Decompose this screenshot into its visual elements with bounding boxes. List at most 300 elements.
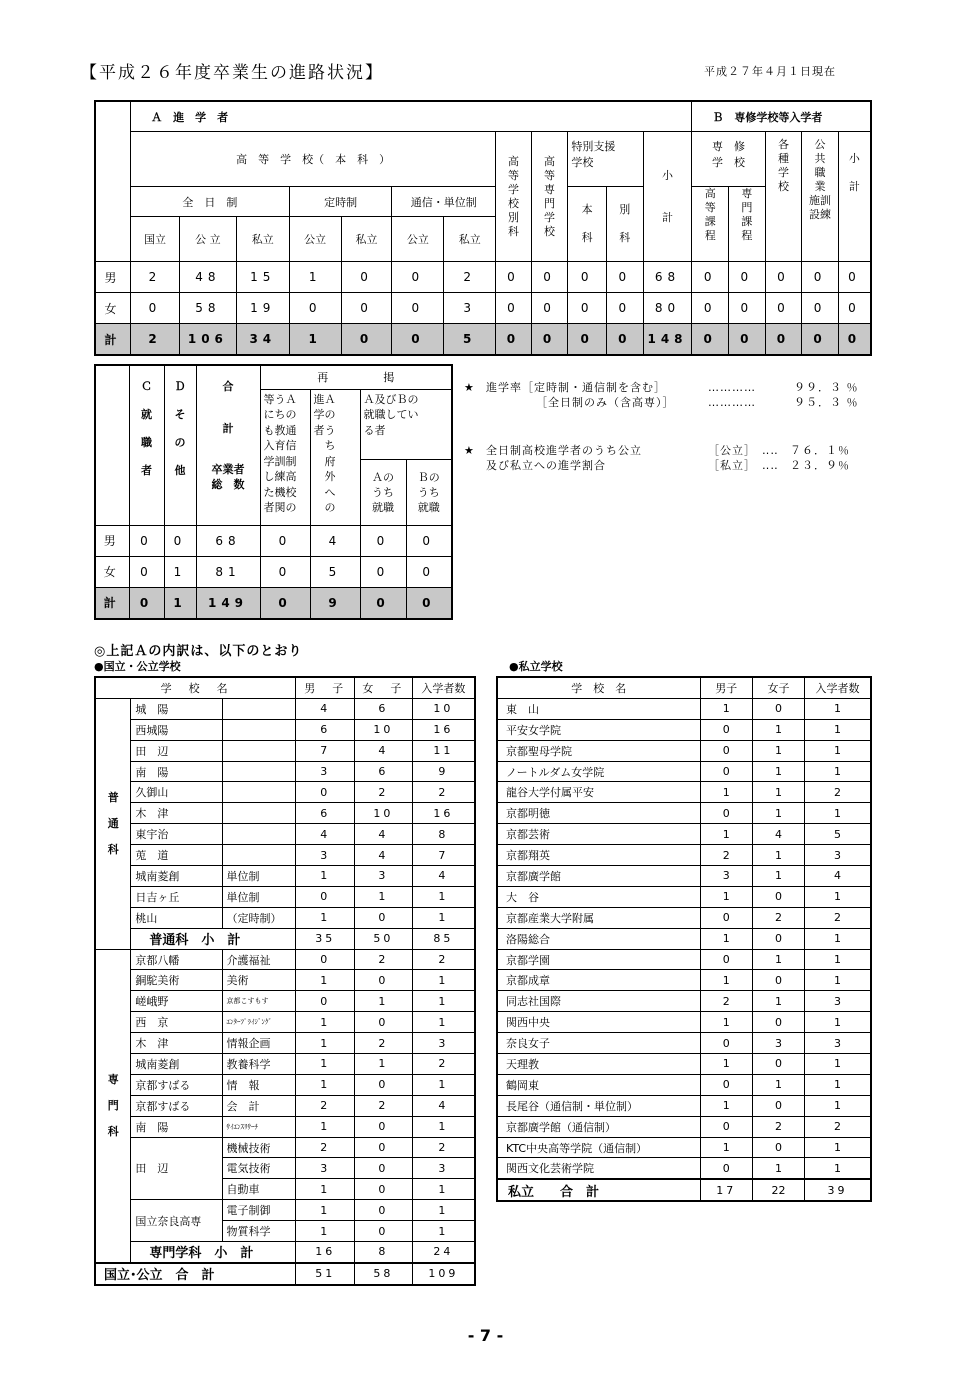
female-count: 0 — [355, 1074, 413, 1095]
female-count: 1 — [355, 991, 413, 1012]
group-b-header: Ｂ 専修学校等入学者 — [692, 101, 871, 132]
table-row — [95, 803, 475, 824]
female-count: 1 — [752, 719, 804, 740]
total-count: 4 — [412, 866, 475, 887]
row-label: 計 — [95, 324, 131, 356]
school-name: 東 山 — [497, 698, 700, 719]
cell: 81 — [196, 556, 260, 587]
cell: 0 — [692, 324, 729, 356]
table-row — [497, 1074, 871, 1095]
cell: 5 — [310, 556, 360, 587]
rate-label-2: ［全日制のみ（含高専）］ — [536, 396, 675, 409]
total-count: 1 — [805, 1137, 871, 1158]
department: 情 報 — [222, 1074, 296, 1095]
department: 自動車 — [222, 1179, 296, 1200]
table-row — [497, 845, 871, 866]
female-count: 0 — [752, 1012, 804, 1033]
department: （定時制） — [222, 907, 296, 928]
school-name: 木 津 — [131, 803, 222, 824]
total-header-top: 合 計 — [222, 380, 234, 435]
total-count: 16 — [412, 719, 475, 740]
graduates-total-label: 卒業者 総 数 — [211, 463, 245, 491]
cell: 0 — [341, 262, 392, 293]
total-count: 5 — [805, 824, 871, 845]
row-label: 男 — [95, 525, 129, 556]
star-icon: ★ — [464, 381, 475, 394]
total-count: 11 — [412, 740, 475, 761]
school-name: 龍谷大学付属平安 — [497, 782, 700, 803]
school-name: 鶴岡東 — [497, 1074, 700, 1095]
col-header: 公立 — [289, 217, 341, 262]
department — [222, 740, 296, 761]
cell: 0 — [360, 556, 406, 587]
cell: 0 — [838, 262, 871, 293]
cell: 0 — [692, 262, 729, 293]
table-row — [497, 740, 871, 761]
table-public-schools — [94, 676, 476, 1286]
department: 機械技術 — [222, 1137, 296, 1158]
table-header-row — [95, 677, 475, 698]
koto-katei-header: 高 等 課 程 — [692, 187, 729, 262]
school-name: 大 谷 — [497, 886, 700, 907]
cell: 15 — [236, 262, 289, 293]
col-header: 私立 — [341, 217, 392, 262]
col-header-female: 女子 — [752, 677, 804, 698]
honka-header: 本 科 — [568, 187, 607, 262]
dots: ‥‥ — [762, 459, 779, 472]
female-count: 0 — [355, 1221, 413, 1242]
female-count: 0 — [355, 1116, 413, 1137]
school-name: 洛陽総合 — [497, 928, 700, 949]
cell: 68 — [196, 525, 260, 556]
school-name: 西城陽 — [131, 719, 222, 740]
cell: 0 — [129, 525, 164, 556]
total-count: 7 — [412, 845, 475, 866]
cell: 4 — [310, 525, 360, 556]
total-count: 1 — [805, 886, 871, 907]
male-count: 2 — [700, 991, 752, 1012]
school-name: 日吉ヶ丘 — [131, 886, 222, 907]
female-count: 1 — [752, 991, 804, 1012]
col-header: 公立 — [392, 217, 444, 262]
department — [222, 719, 296, 740]
school-name: 京都廣学館（通信制） — [497, 1116, 700, 1137]
female-count: 0 — [752, 928, 804, 949]
male-count: 1 — [700, 886, 752, 907]
group-a-header: Ａ 進 学 者 — [131, 101, 692, 132]
female-count: 1 — [752, 866, 804, 887]
private-schools-label: ●私立学校 — [509, 660, 563, 673]
male-count: 0 — [700, 907, 752, 928]
table-row — [497, 1116, 871, 1137]
cell: 0 — [531, 324, 568, 356]
total-count: 1 — [805, 803, 871, 824]
total-count: 1 — [805, 719, 871, 740]
table-row — [95, 907, 475, 928]
cell: 0 — [692, 293, 729, 324]
school-name: 国立奈良高専 — [131, 1200, 222, 1242]
table-row — [497, 907, 871, 928]
table-row — [95, 525, 452, 556]
table-row — [497, 1012, 871, 1033]
table-row — [95, 1033, 475, 1054]
total-count: 1 — [412, 991, 475, 1012]
male-count: 1 — [700, 824, 752, 845]
department: 電気技術 — [222, 1158, 296, 1179]
zennichi-header: 全 日 制 — [131, 187, 290, 217]
school-name: 田 辺 — [131, 1137, 222, 1200]
cell: 0 — [765, 262, 802, 293]
total-count: 4 — [805, 866, 871, 887]
school-name: 城南菱創 — [131, 866, 222, 887]
subtotal-label: 普通科 小 計 — [131, 928, 296, 949]
table-row — [497, 970, 871, 991]
private-ratio-label: 及び私立への進学割合 — [486, 459, 606, 472]
male-count: 1 — [296, 1221, 355, 1242]
subtotal-b-header: 小 計 — [838, 132, 871, 262]
female-count: 58 — [355, 1263, 413, 1285]
total-row — [95, 324, 871, 356]
department: 教養科学 — [222, 1054, 296, 1075]
table-row — [95, 1095, 475, 1116]
row-label-header — [95, 101, 131, 262]
male-count: 51 — [296, 1263, 355, 1285]
male-count: 1 — [700, 970, 752, 991]
star-icon: ★ — [464, 444, 475, 457]
dots: ‥‥ — [762, 444, 779, 457]
subtotal-row — [95, 928, 475, 949]
school-name: 東宇治 — [131, 824, 222, 845]
cell: 0 — [164, 525, 196, 556]
male-count: 1 — [296, 1116, 355, 1137]
male-count: 0 — [700, 719, 752, 740]
school-name: 京都聖母学院 — [497, 740, 700, 761]
male-count: 3 — [296, 761, 355, 782]
table-row — [95, 719, 475, 740]
department — [222, 803, 296, 824]
private-tag: ［私立］ — [708, 459, 756, 472]
total-count: 1 — [805, 1095, 871, 1116]
male-count: 3 — [296, 845, 355, 866]
cell: 1 — [289, 324, 341, 356]
female-count: 2 — [752, 907, 804, 928]
saikei-header: 再 掲 — [260, 365, 452, 389]
department: 物質科学 — [222, 1221, 296, 1242]
total-count: 1 — [412, 1200, 475, 1221]
row-label: 女 — [95, 293, 131, 324]
school-name: 桃山 — [131, 907, 222, 928]
table-employment-summary — [94, 364, 453, 620]
row-label-header — [95, 365, 129, 525]
school-name: 京都成章 — [497, 970, 700, 991]
female-count: 2 — [355, 782, 413, 803]
table-row — [95, 293, 871, 324]
female-count: 0 — [355, 1012, 413, 1033]
total-count: 3 — [805, 1033, 871, 1054]
senmon-katei-header: 専 門 課 程 — [729, 187, 766, 262]
school-name: 京都明徳 — [497, 803, 700, 824]
female-count: 6 — [355, 698, 413, 719]
table-row — [497, 761, 871, 782]
total-count: 1 — [805, 1054, 871, 1075]
table-row — [497, 949, 871, 970]
total-count: 1 — [805, 928, 871, 949]
table-row — [497, 1033, 871, 1054]
table-row — [497, 782, 871, 803]
table-advancement-summary — [94, 100, 872, 356]
department: ｻｲｴﾝｽﾘｻｰﾁ — [222, 1116, 296, 1137]
total-count: 1 — [805, 740, 871, 761]
total-count: 109 — [412, 1263, 475, 1285]
total-header — [196, 365, 260, 525]
cell: 5 — [444, 324, 496, 356]
cell: 0 — [607, 262, 644, 293]
school-name: 久御山 — [131, 782, 222, 803]
female-count: 0 — [355, 970, 413, 991]
table-row — [95, 556, 452, 587]
page-title: 【平成２６年度卒業生の進路状況】 — [80, 63, 384, 83]
male-count: 4 — [296, 824, 355, 845]
rate-value: ９９．３ ％ — [794, 381, 859, 394]
male-count: 1 — [296, 1179, 355, 1200]
tsushin-header: 通信・単位制 — [392, 187, 496, 217]
table-row — [497, 1095, 871, 1116]
male-count: 35 — [296, 928, 355, 949]
total-count: 1 — [412, 1074, 475, 1095]
female-count: 4 — [355, 824, 413, 845]
grand-total-row — [95, 1263, 475, 1285]
table-row — [95, 1054, 475, 1075]
female-count: 22 — [752, 1179, 804, 1201]
male-count: 1 — [700, 1012, 752, 1033]
male-count: 0 — [296, 949, 355, 970]
female-count: 1 — [355, 1054, 413, 1075]
total-count: 1 — [412, 970, 475, 991]
table-row — [497, 928, 871, 949]
table-row — [95, 886, 475, 907]
table-row — [95, 1012, 475, 1033]
male-count: 2 — [296, 1095, 355, 1116]
cell: 0 — [406, 525, 452, 556]
female-count: 2 — [752, 1116, 804, 1137]
category-special: 専 門 科 — [95, 949, 131, 1263]
total-count: 2 — [805, 1116, 871, 1137]
page-number: - 7 - — [467, 1326, 504, 1345]
public-ratio: ７６．１％ — [790, 444, 850, 457]
male-count: 0 — [700, 1074, 752, 1095]
table-row — [95, 740, 475, 761]
cell: 0 — [802, 293, 839, 324]
female-count: 1 — [752, 803, 804, 824]
female-count: 3 — [355, 866, 413, 887]
table-row — [95, 991, 475, 1012]
cell: 0 — [496, 262, 532, 293]
female-count: 1 — [752, 761, 804, 782]
row-label: 男 — [95, 262, 131, 293]
female-count: 0 — [355, 1179, 413, 1200]
male-count: 1 — [700, 698, 752, 719]
female-count: 1 — [752, 1074, 804, 1095]
female-count: 1 — [752, 845, 804, 866]
male-count: 1 — [296, 970, 355, 991]
row-label: 計 — [95, 587, 129, 619]
male-count: 1 — [296, 1074, 355, 1095]
total-count: 2 — [412, 1137, 475, 1158]
as-of-date: 平成２７年４月１日現在 — [704, 65, 836, 78]
table-row — [95, 845, 475, 866]
school-name: 田 辺 — [131, 740, 222, 761]
col-header-male: 男子 — [700, 677, 752, 698]
female-count: 0 — [355, 907, 413, 928]
school-name: KTC中央高等学院（通信制） — [497, 1137, 700, 1158]
male-count: 0 — [700, 1116, 752, 1137]
school-name: 京都産業大学附属 — [497, 907, 700, 928]
male-count: 1 — [700, 782, 752, 803]
school-name: 天理教 — [497, 1054, 700, 1075]
total-count: 1 — [412, 907, 475, 928]
cell: 34 — [236, 324, 289, 356]
cell: 0 — [729, 262, 766, 293]
department: ｴﾝﾀｰﾌﾟﾗｲｼﾞﾝｸﾞ — [222, 1012, 296, 1033]
cell: 0 — [289, 293, 341, 324]
male-count: 1 — [296, 907, 355, 928]
cell: 0 — [765, 293, 802, 324]
male-count: 1 — [700, 1054, 752, 1075]
total-count: 1 — [412, 1012, 475, 1033]
total-count: 1 — [805, 761, 871, 782]
total-count: 1 — [805, 970, 871, 991]
total-count: 8 — [412, 824, 475, 845]
cell: 149 — [196, 587, 260, 619]
school-name: 京都学園 — [497, 949, 700, 970]
table-row — [95, 761, 475, 782]
kokyo-header: 公 共 職 業 施訓 設練 — [802, 132, 839, 262]
row-label: 女 — [95, 556, 129, 587]
cell: 0 — [765, 324, 802, 356]
table-row — [497, 886, 871, 907]
table-row — [497, 1158, 871, 1179]
total-count: 85 — [412, 928, 475, 949]
male-count: 1 — [700, 1137, 752, 1158]
cell: 0 — [392, 262, 444, 293]
school-name: 南 陽 — [131, 1116, 222, 1137]
cell: 0 — [406, 587, 452, 619]
total-count: 9 — [412, 761, 475, 782]
section-title: ◎上記Ａの内訳は、以下のとおり — [94, 644, 303, 659]
school-name: 城 陽 — [131, 698, 222, 719]
female-count: 2 — [355, 1033, 413, 1054]
male-count: 4 — [296, 698, 355, 719]
table-row — [497, 1054, 871, 1075]
school-name: 南 陽 — [131, 761, 222, 782]
school-name: 銅駝美術 — [131, 970, 222, 991]
female-count: 4 — [355, 845, 413, 866]
table-row — [497, 991, 871, 1012]
school-name: 京都八幡 — [131, 949, 222, 970]
male-count: 6 — [296, 803, 355, 824]
table-row — [95, 1137, 475, 1158]
cell: 0 — [802, 324, 839, 356]
table-row — [95, 1200, 475, 1221]
table-row — [95, 866, 475, 887]
male-count: 2 — [700, 845, 752, 866]
total-count: 2 — [412, 949, 475, 970]
male-count: 1 — [296, 1200, 355, 1221]
total-count: 3 — [805, 991, 871, 1012]
tokubetsu-header: 特別支援 学校 — [568, 132, 643, 187]
cell: 2 — [444, 262, 496, 293]
department — [222, 845, 296, 866]
col-header: 国立 — [131, 217, 180, 262]
public-tag: ［公立］ — [708, 444, 756, 457]
school-name: 平安女学院 — [497, 719, 700, 740]
female-count: 0 — [752, 1054, 804, 1075]
d-other-header: Ｄ そ の 他 — [164, 365, 196, 525]
male-count: 0 — [700, 1033, 752, 1054]
total-count: 2 — [412, 1054, 475, 1075]
school-name: 京都翔英 — [497, 845, 700, 866]
male-count: 2 — [296, 1137, 355, 1158]
col-header: 私立 — [236, 217, 289, 262]
table-row — [497, 1137, 871, 1158]
female-count: 0 — [752, 970, 804, 991]
female-count: 8 — [355, 1242, 413, 1263]
cell: 0 — [568, 262, 607, 293]
table-row — [95, 782, 475, 803]
male-count: 17 — [700, 1179, 752, 1201]
female-count: 0 — [355, 1158, 413, 1179]
cell: 80 — [643, 293, 692, 324]
school-name: 嵯峨野 — [131, 991, 222, 1012]
school-name: 関西文化芸術学院 — [497, 1158, 700, 1179]
female-count: 1 — [355, 886, 413, 907]
cell: 0 — [568, 293, 607, 324]
cell: 1 — [164, 556, 196, 587]
table-row — [95, 262, 871, 293]
total-count: 1 — [412, 1221, 475, 1242]
cell: 68 — [643, 262, 692, 293]
table-row — [95, 698, 475, 719]
cell: 1 — [164, 587, 196, 619]
female-count: 2 — [355, 1095, 413, 1116]
department: 情報企画 — [222, 1033, 296, 1054]
table-row — [95, 970, 475, 991]
col-header-school: 学 校 名 — [95, 677, 296, 698]
department: 京都こすもす — [222, 991, 296, 1012]
col-header-school: 学 校 名 — [497, 677, 700, 698]
male-count: 3 — [296, 1158, 355, 1179]
category-general: 普 通 科 — [95, 698, 131, 949]
school-name: 京都すばる — [131, 1095, 222, 1116]
ab-employed-header: Ａ及びＢの 就職してい る者 — [360, 389, 452, 459]
female-count: 10 — [355, 803, 413, 824]
male-count: 0 — [700, 740, 752, 761]
female-count: 1 — [752, 949, 804, 970]
cell: 2 — [131, 324, 180, 356]
male-count: 0 — [296, 886, 355, 907]
c-employed-header: Ｃ 就 職 者 — [129, 365, 164, 525]
col-header: 公 立 — [179, 217, 236, 262]
female-count: 4 — [752, 824, 804, 845]
total-count: 16 — [412, 803, 475, 824]
table-row — [497, 719, 871, 740]
bekka-header: 別 科 — [607, 187, 644, 262]
cell: 0 — [607, 293, 644, 324]
department: 美術 — [222, 970, 296, 991]
school-name: 京都廣学館 — [497, 866, 700, 887]
school-name: 莵 道 — [131, 845, 222, 866]
table-row — [95, 949, 475, 970]
